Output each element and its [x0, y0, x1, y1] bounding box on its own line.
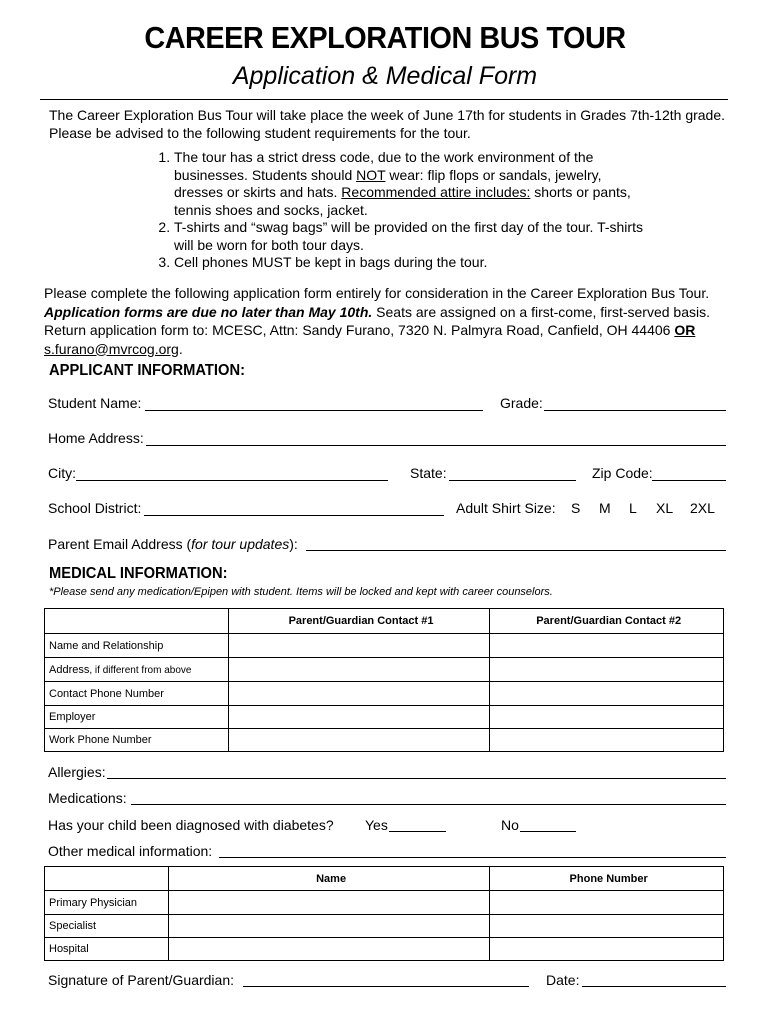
- row-label: Address, if different from above: [45, 658, 229, 682]
- student-name-label: Student Name:: [48, 395, 142, 411]
- city-field[interactable]: [76, 480, 388, 481]
- shirt-size-option-l[interactable]: L: [629, 500, 637, 516]
- shirt-size-option-2xl[interactable]: 2XL: [690, 500, 715, 516]
- applicant-section-heading: APPLICANT INFORMATION:: [49, 362, 245, 379]
- medical-provider-table: [44, 866, 724, 961]
- date-label: Date:: [546, 972, 580, 988]
- shirt-size-option-xl[interactable]: XL: [656, 500, 674, 516]
- recommended-attire-label: Recommended attire includes:: [341, 184, 531, 200]
- school-district-field[interactable]: [144, 515, 444, 516]
- specialist-name-cell[interactable]: [168, 915, 489, 938]
- form-title: CAREER EXPLORATION BUS TOUR: [144, 20, 626, 55]
- other-medical-label: Other medical information:: [48, 843, 213, 859]
- diabetes-question: Has your child been diagnosed with diabetes?: [48, 817, 334, 833]
- table-row: [45, 915, 724, 938]
- specialist-phone-cell[interactable]: [490, 915, 724, 938]
- guardian-1-address-cell[interactable]: [228, 658, 490, 682]
- table-row: [45, 682, 724, 706]
- state-label: State:: [410, 465, 447, 481]
- zip-label: Zip Code:: [592, 465, 653, 481]
- home-address-field[interactable]: [146, 445, 726, 446]
- medical-section-heading: MEDICAL INFORMATION:: [49, 565, 228, 582]
- allergies-field[interactable]: [107, 778, 726, 779]
- school-district-label: School District:: [48, 500, 142, 516]
- guardian-2-name-cell[interactable]: [490, 634, 724, 658]
- table-header-row: [45, 867, 724, 891]
- home-address-label: Home Address:: [48, 430, 144, 446]
- row-label: Specialist: [45, 915, 169, 938]
- guardian-2-phone-cell[interactable]: [490, 682, 724, 706]
- requirement-item: 3. Cell phones MUST be kept in bags during the tour.: [174, 254, 644, 272]
- student-name-field[interactable]: [145, 410, 483, 411]
- other-medical-field[interactable]: [219, 857, 726, 858]
- zip-field[interactable]: [652, 480, 726, 481]
- guardian-1-header: Parent/Guardian Contact #1: [228, 609, 490, 634]
- header-divider: [40, 99, 728, 100]
- parent-email-field[interactable]: [306, 550, 726, 551]
- diabetes-no-label: No: [501, 817, 519, 833]
- guardian-1-work-phone-cell[interactable]: [228, 729, 490, 752]
- requirements-list: [150, 149, 644, 272]
- shirt-size-label: Adult Shirt Size:: [456, 500, 556, 516]
- grade-field[interactable]: [544, 410, 726, 411]
- table-row: [45, 891, 724, 915]
- allergies-label: Allergies:: [48, 764, 106, 780]
- table-row: [45, 658, 724, 682]
- guardian-2-address-cell[interactable]: [490, 658, 724, 682]
- signature-label: Signature of Parent/Guardian:: [48, 972, 235, 988]
- city-label: City:: [48, 465, 76, 481]
- intro-paragraph: The Career Exploration Bus Tour will take place the week of June 17th for students in Grades 7th-12th grade. Please be advised to the following student requirements for the tour.: [49, 107, 726, 141]
- table-row: [45, 634, 724, 658]
- guardian-1-phone-cell[interactable]: [228, 682, 490, 706]
- shirt-size-option-m[interactable]: M: [599, 500, 611, 516]
- form-subtitle: Application & Medical Form: [232, 62, 538, 90]
- table-row: [45, 938, 724, 961]
- shirt-size-option-s[interactable]: S: [571, 500, 581, 516]
- row-label: Primary Physician: [45, 891, 169, 915]
- medications-label: Medications:: [48, 790, 127, 806]
- diabetes-no-field[interactable]: [520, 831, 576, 832]
- signature-field[interactable]: [243, 986, 529, 987]
- guardian-2-employer-cell[interactable]: [490, 706, 724, 729]
- requirement-item: 1. The tour has a strict dress code, due to the work environment of the businesses. Students should NOT wear: flip flops or sandals, jewelry, dresses or skirts and hats. Recommended attire includes: shorts or pants, tennis shoes and socks, jacket.: [174, 149, 644, 219]
- requirement-item: 2. T-shirts and “swag bags” will be provided on the first day of the tour. T-shirts will be worn for both tour days.: [174, 219, 644, 254]
- diabetes-yes-label: Yes: [365, 817, 388, 833]
- return-email-link[interactable]: s.furano@mvrcog.org: [44, 340, 179, 357]
- physician-phone-cell[interactable]: [490, 891, 724, 915]
- row-label: Work Phone Number: [45, 729, 229, 752]
- provider-phone-header: Phone Number: [490, 867, 724, 891]
- physician-name-cell[interactable]: [168, 891, 489, 915]
- state-field[interactable]: [449, 480, 576, 481]
- medications-field[interactable]: [131, 804, 726, 805]
- row-label: Name and Relationship: [45, 634, 229, 658]
- guardian-1-name-cell[interactable]: [228, 634, 490, 658]
- row-label: Hospital: [45, 938, 169, 961]
- date-field[interactable]: [582, 986, 726, 987]
- guardian-2-work-phone-cell[interactable]: [490, 729, 724, 752]
- due-date-notice: Application forms are due no later than May 10th.: [44, 303, 373, 320]
- guardian-1-employer-cell[interactable]: [228, 706, 490, 729]
- hospital-phone-cell[interactable]: [490, 938, 724, 961]
- grade-label: Grade:: [500, 395, 543, 411]
- row-label: Contact Phone Number: [45, 682, 229, 706]
- table-row: [45, 729, 724, 752]
- guardian-2-header: Parent/Guardian Contact #2: [490, 609, 724, 634]
- table-row: [45, 706, 724, 729]
- diabetes-yes-field[interactable]: [389, 831, 446, 832]
- provider-name-header: Name: [168, 867, 489, 891]
- instructions-paragraph: Please complete the following application form entirely for consideration in the Career Exploration Bus Tour. Application forms are due no later than May 10th. Seats are assigned on a first-come, first-served basis. Return application form to: MCESC, Attn: Sandy Furano, 7320 N. Palmyra Road, Canfield, OH 44406 OR s.furano@mvrcog.org.: [44, 285, 710, 357]
- hospital-name-cell[interactable]: [168, 938, 489, 961]
- guardian-contact-table: [44, 608, 724, 752]
- table-header-row: [45, 609, 724, 634]
- row-label: Employer: [45, 706, 229, 729]
- parent-email-label: Parent Email Address (for tour updates):: [48, 536, 298, 552]
- medication-note: *Please send any medication/Epipen with student. Items will be locked and kept with career counselors.: [49, 586, 553, 598]
- not-emphasis: NOT: [356, 166, 386, 183]
